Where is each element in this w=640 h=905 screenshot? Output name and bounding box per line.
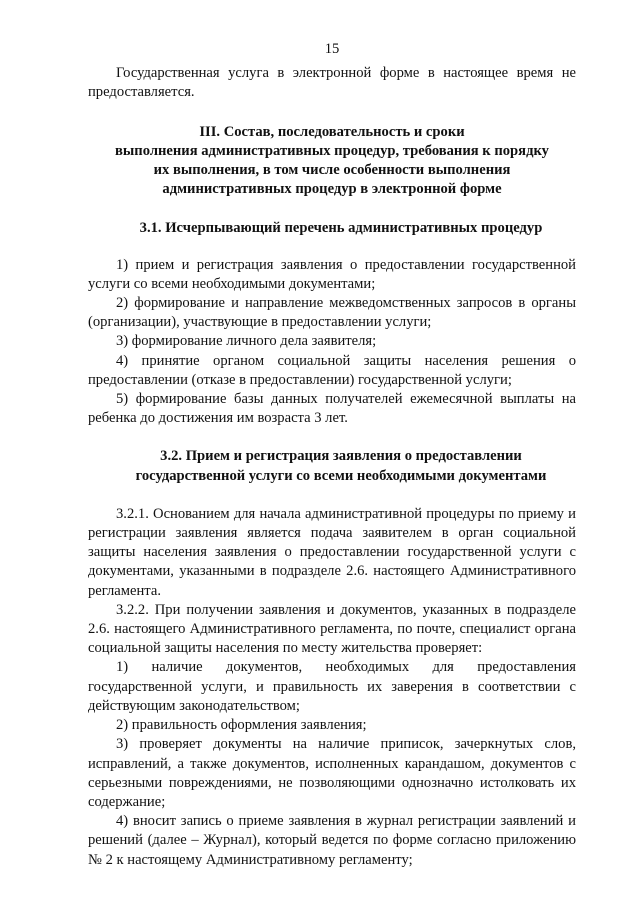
subsection-title xyxy=(88,447,576,485)
body-paragraph: 2) правильность оформления заявления; xyxy=(116,717,367,734)
list-item: 3) формирование личного дела заявителя; xyxy=(116,333,377,350)
subsection-title-line: государственной услуги со всеми необходимыми документами xyxy=(135,467,547,484)
subsection-body xyxy=(88,505,576,870)
section-title-line: их выполнения, в том числе особенности выполнения xyxy=(153,162,511,179)
list-item: 2) формирование и направление межведомственных запросов в органы (организации), участвующие в предоставлении услуги; xyxy=(88,295,576,331)
page-number: 15 xyxy=(324,41,340,57)
body-paragraph: 3.2.1. Основанием для начала административной процедуры по приему и регистрации заявления является подача заявителем в орган социальной защиты населения заявления о предоставлении государственной услуги с документами, указанными в подразделе 2.6. настоящего Административного регламента. xyxy=(88,505,576,599)
body-paragraph: 4) вносит запись о приеме заявления в журнал регистрации заявлений и решений (далее – Журнал), который ведется по форме согласно приложению № 2 к настоящему Административному регламенту; xyxy=(88,813,576,868)
procedure-list xyxy=(88,256,576,429)
section-title-line: административных процедур в электронной форме xyxy=(162,181,502,198)
body-paragraph: 3) проверяет документы на наличие приписок, зачеркнутых слов, исправлений, а также документов, исполненных карандашом, документов с серьезными повреждениями, не позволяющими однозначно истолковать их содержание; xyxy=(88,736,576,810)
section-title-line: III. Состав, последовательность и сроки xyxy=(199,123,465,140)
list-item: 5) формирование базы данных получателей ежемесячной выплаты на ребенка до достижения им возраста 3 лет. xyxy=(88,391,576,427)
list-item: 4) принятие органом социальной защиты населения решения о предоставлении (отказе в предоставлении) государственной услуги; xyxy=(88,352,576,388)
body-paragraph: 3.2.2. При получении заявления и документов, указанных в подразделе 2.6. настоящего Административного регламента, по почте, специалист органа социальной защиты населения по месту жительства проверяет: xyxy=(88,601,576,657)
list-item: 1) прием и регистрация заявления о предоставлении государственной услуги со всеми необходимыми документами; xyxy=(88,256,576,292)
section-title-line: выполнения административных процедур, требования к порядку xyxy=(115,142,549,159)
section-title xyxy=(88,123,576,200)
intro-paragraph: Государственная услуга в электронной форме в настоящее время не предоставляется. xyxy=(88,65,576,101)
body-paragraph: 1) наличие документов, необходимых для предоставления государственной услуги, и правильность их заверения в соответствии с действующим законодательством; xyxy=(88,659,576,714)
subsection-title: 3.1. Исчерпывающий перечень административных процедур xyxy=(139,220,543,237)
subsection-title-line: 3.2. Прием и регистрация заявления о предоставлении xyxy=(160,448,522,465)
